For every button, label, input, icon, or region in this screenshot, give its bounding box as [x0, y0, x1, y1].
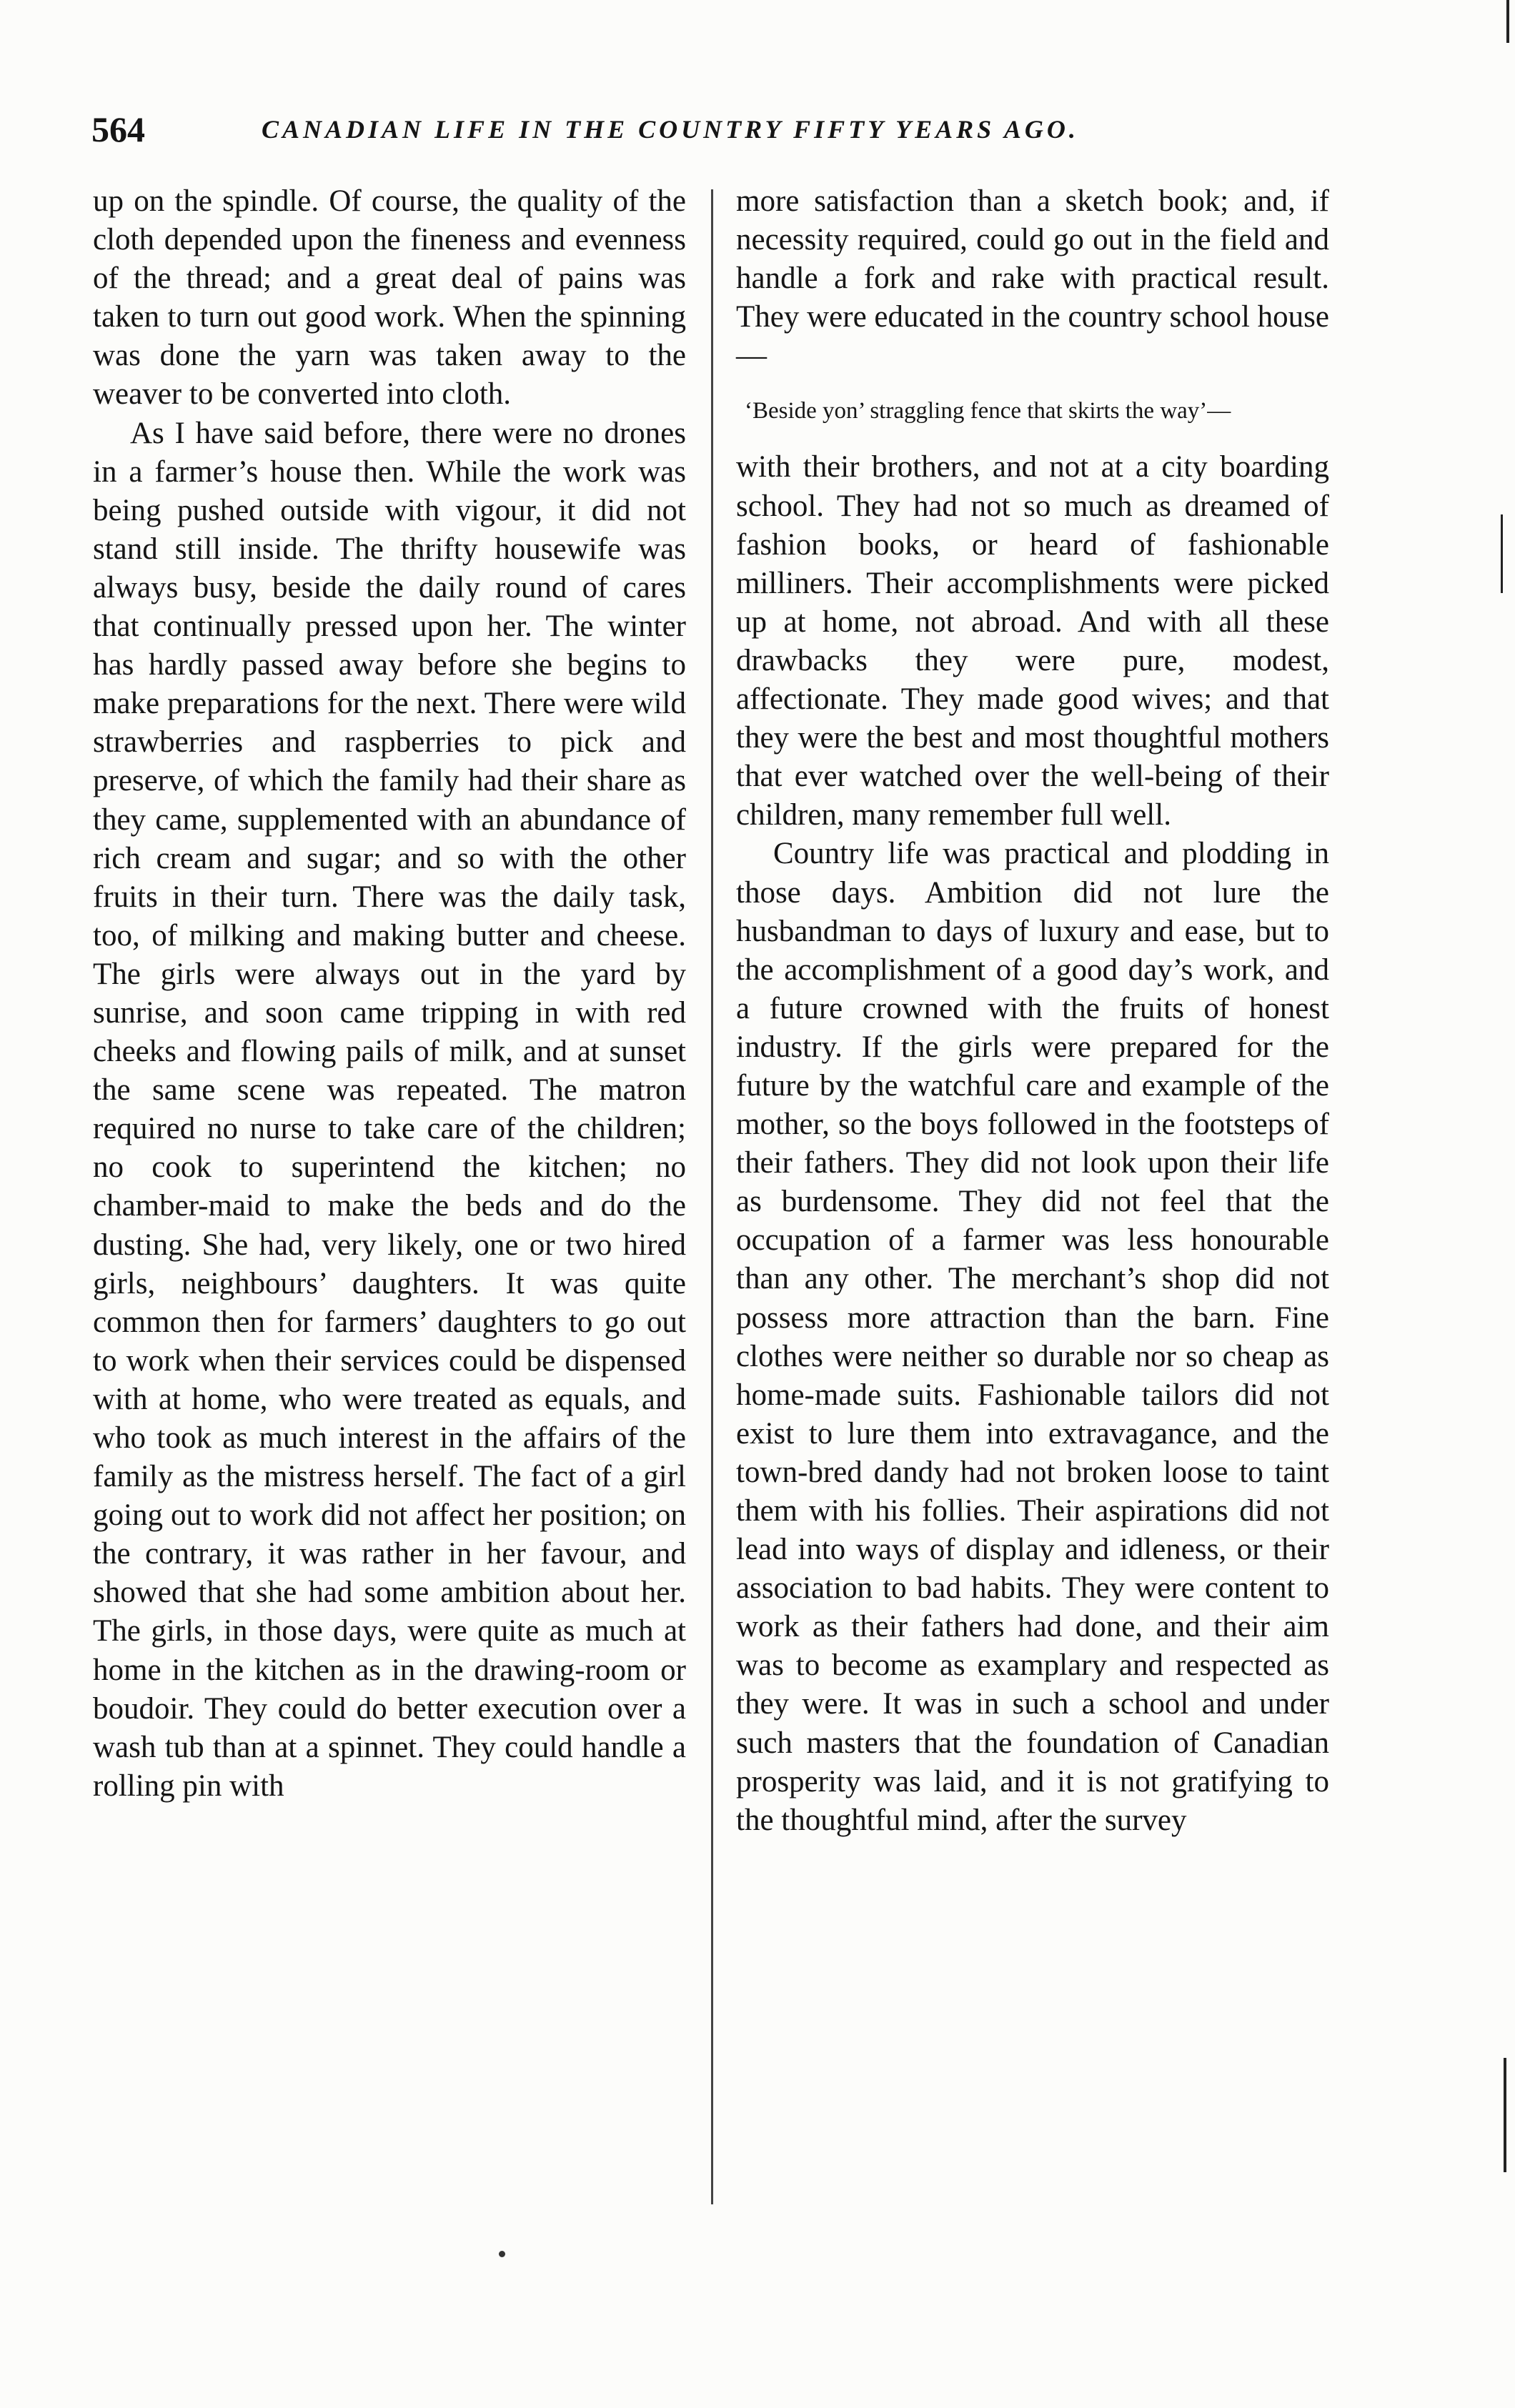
- paragraph: Country life was practical and plodding in those days. Ambition did not lure the husbandman to days of luxury and ease, but to the accomplishment of a good day’s work, and a future crowned with the fruits of honest industry. If the girls were prepared for the future by the watchful care and example of the mother, so the boys followed in the footsteps of their fathers. They did not look upon their life as burdensome. They did not feel that the occupation of a farmer was less honourable than any other. The merchant’s shop did not possess more attraction than the barn. Fine clothes were neither so durable nor so cheap as home-made suits. Fashionable tailors did not exist to lure them into extravagance, and the town-bred dandy had not broken loose to taint them with his follies. Their aspirations did not lead into ways of display and idleness, or their association to bad habits. They were content to work as their fathers had done, and their aim was to become as examplary and respected as they were. It was in such a school and under such masters that the foundation of Canadian prosperity was laid, and it is not gratifying to the thoughtful mind, after the survey: [736, 837, 1329, 1837]
- page-number: 564: [91, 109, 145, 149]
- scan-edge-mark: [1506, 0, 1509, 43]
- column-divider: [711, 189, 713, 2204]
- running-title: CANADIAN LIFE IN THE COUNTRY FIFTY YEARS AGO.: [262, 115, 1079, 144]
- right-column: [736, 182, 1329, 1840]
- print-dot: [499, 2251, 505, 2257]
- paragraph: As I have said before, there were no drones in a farmer’s house then. While the work was being pushed outside with vigour, it did not stand still inside. The thrifty housewife was always busy, beside the daily round of cares that continually pressed upon her. The winter has hardly passed away before she begins to make preparations for the next. There were wild strawberries and raspberries to pick and preserve, of which the family had their share as they came, supplemented with an abundance of rich cream and sugar; and so with the other fruits in their turn. There was the daily task, too, of milking and making butter and cheese. The girls were always out in the yard by sunrise, and soon came tripping in with red cheeks and flowing pails of milk, and at sunset the same scene was repeated. The matron required no nurse to take care of the children; no cook to superintend the kitchen; no chamber-maid to make the beds and do the dusting. She had, very likely, one or two hired girls, neighbours’ daughters. It was quite common then for farmers’ daughters to go out to work when their services could be dispensed with at home, who were treated as equals, and who took as much interest in the affairs of the family as the mistress herself. The fact of a girl going out to work did not affect her position; on the contrary, it was rather in her favour, and showed that she had some ambition about her. The girls, in those days, were quite as much at home in the kitchen as in the drawing-room or boudoir. They could do better execution over a wash tub than at a spinnet. They could handle a rolling pin with: [93, 416, 686, 1803]
- scan-edge-mark: [1501, 514, 1503, 593]
- paragraph: up on the spindle. Of course, the quality of the cloth depended upon the fineness and evenness of the thread; and a great deal of pains was taken to turn out good work. When the spinning was done the yarn was taken away to the weaver to be converted into cloth.: [93, 184, 686, 412]
- page-header: [91, 109, 1199, 159]
- paragraph: more satisfaction than a sketch book; and, if necessity required, could go out in the field and handle a fork and rake with practical result. They were educated in the country school house—: [736, 184, 1329, 373]
- verse-quote: ‘Beside yon’ straggling fence that skirts the way’—: [745, 398, 1231, 424]
- left-column: [93, 182, 686, 1806]
- paragraph: with their brothers, and not at a city boarding school. They had not so much as dreamed of fashion books, or heard of fashionable milliners. Their accomplishments were picked up at home, not abroad. And with all these drawbacks they were pure, modest, affectionate. They made good wives; and that they were the best and most thoughtful mothers that ever watched over the well-being of their children, many remember full well.: [736, 450, 1329, 832]
- scan-edge-mark: [1504, 2058, 1506, 2172]
